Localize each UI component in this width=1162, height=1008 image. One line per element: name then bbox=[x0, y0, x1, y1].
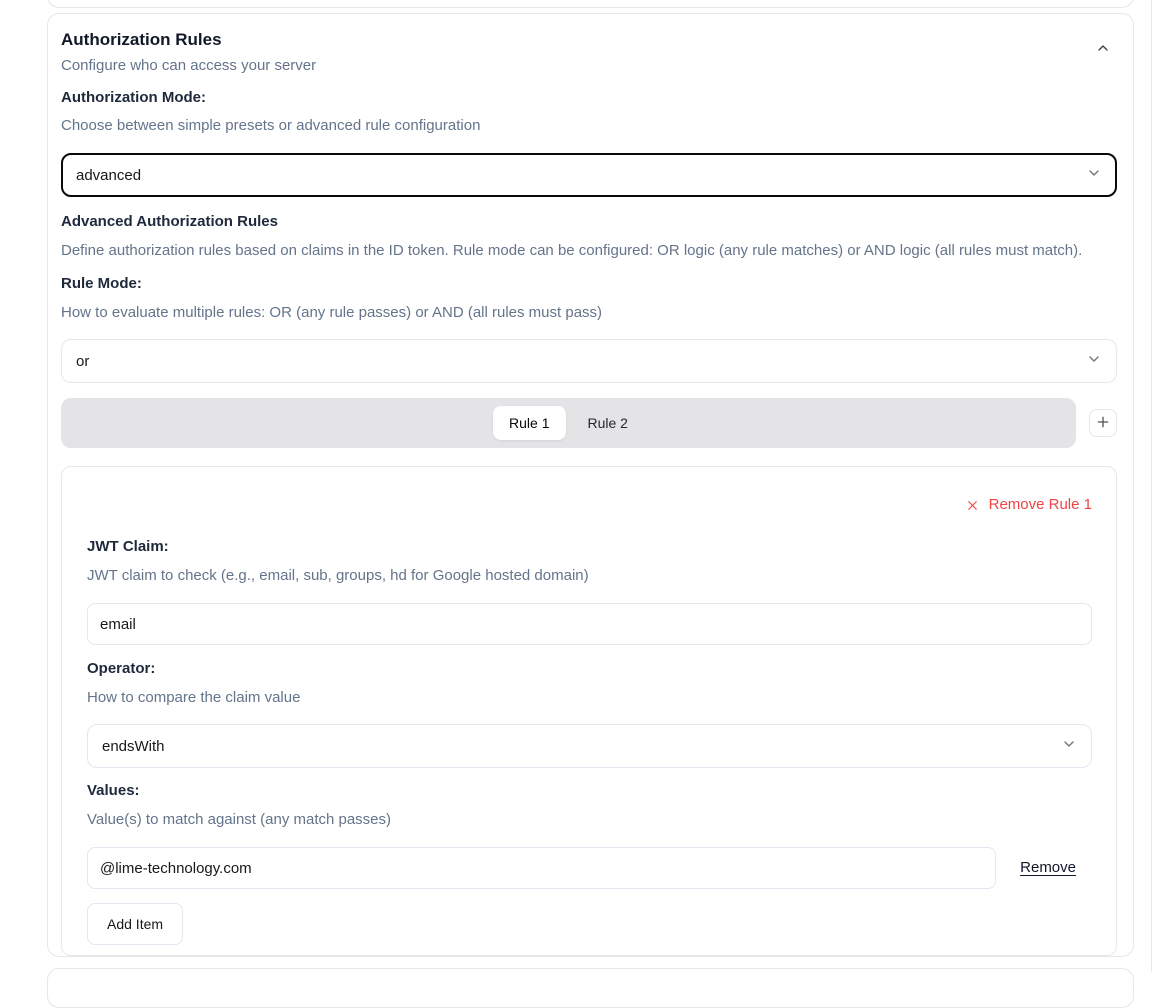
jwt-claim-description: JWT claim to check (e.g., email, sub, groups, hd for Google hosted domain) bbox=[87, 567, 589, 584]
operator-selected-value: endsWith bbox=[102, 737, 165, 755]
auth-mode-selected-value: advanced bbox=[76, 166, 142, 184]
plus-icon bbox=[1095, 414, 1111, 433]
operator-select[interactable] bbox=[87, 724, 1092, 768]
operator-label: Operator: bbox=[87, 660, 156, 677]
page-title: Authorization Rules bbox=[61, 30, 222, 49]
value-input[interactable] bbox=[87, 847, 996, 889]
chevron-down-icon bbox=[1086, 351, 1102, 371]
remove-rule-button[interactable] bbox=[965, 495, 1092, 515]
values-description: Value(s) to match against (any match passes) bbox=[87, 811, 392, 828]
next-card-edge bbox=[47, 968, 1134, 1008]
card-header-text bbox=[61, 30, 316, 75]
x-icon bbox=[965, 498, 980, 513]
auth-mode-label: Authorization Mode: bbox=[61, 89, 206, 106]
add-rule-button[interactable] bbox=[1089, 409, 1117, 437]
advanced-rules-description: Define authorization rules based on claims in the ID token. Rule mode can be configured: OR logic (any rule matches) or AND logic (all rules must match). bbox=[61, 242, 1083, 259]
operator-description: How to compare the claim value bbox=[87, 689, 301, 706]
rule-mode-select[interactable] bbox=[61, 339, 1117, 383]
advanced-rules-heading: Advanced Authorization Rules bbox=[61, 213, 278, 230]
jwt-claim-input[interactable] bbox=[87, 603, 1092, 645]
collapse-section-button[interactable] bbox=[1091, 36, 1115, 63]
rule-1-panel bbox=[61, 466, 1117, 956]
chevron-down-icon bbox=[1086, 165, 1102, 185]
add-item-button[interactable]: Add Item bbox=[87, 903, 183, 945]
card-header bbox=[61, 30, 1117, 75]
auth-mode-select[interactable] bbox=[61, 153, 1117, 197]
auth-mode-description: Choose between simple presets or advanced rule configuration bbox=[61, 117, 481, 134]
rule-mode-label: Rule Mode: bbox=[61, 275, 142, 292]
jwt-claim-label: JWT Claim: bbox=[87, 538, 169, 555]
tab-rule-2[interactable]: Rule 2 bbox=[572, 406, 644, 440]
rule-mode-selected-value: or bbox=[76, 352, 90, 370]
chevron-up-icon bbox=[1095, 40, 1111, 59]
value-item-row bbox=[87, 847, 1092, 889]
page-subtitle: Configure who can access your server bbox=[61, 57, 317, 74]
remove-rule-label: Remove Rule 1 bbox=[988, 496, 1092, 513]
authorization-rules-card bbox=[47, 13, 1134, 957]
rule-tabs-row bbox=[61, 398, 1117, 448]
previous-card-edge bbox=[47, 0, 1134, 8]
remove-rule-row bbox=[87, 495, 1092, 515]
chevron-down-icon bbox=[1061, 736, 1077, 756]
tab-rule-1[interactable]: Rule 1 bbox=[493, 406, 565, 440]
rule-mode-description: How to evaluate multiple rules: OR (any rule passes) or AND (all rules must pass) bbox=[61, 304, 603, 321]
content-column-border bbox=[1151, 0, 1152, 972]
values-label: Values: bbox=[87, 782, 140, 799]
rule-tab-list bbox=[61, 398, 1076, 448]
remove-value-link[interactable]: Remove bbox=[1020, 859, 1076, 876]
